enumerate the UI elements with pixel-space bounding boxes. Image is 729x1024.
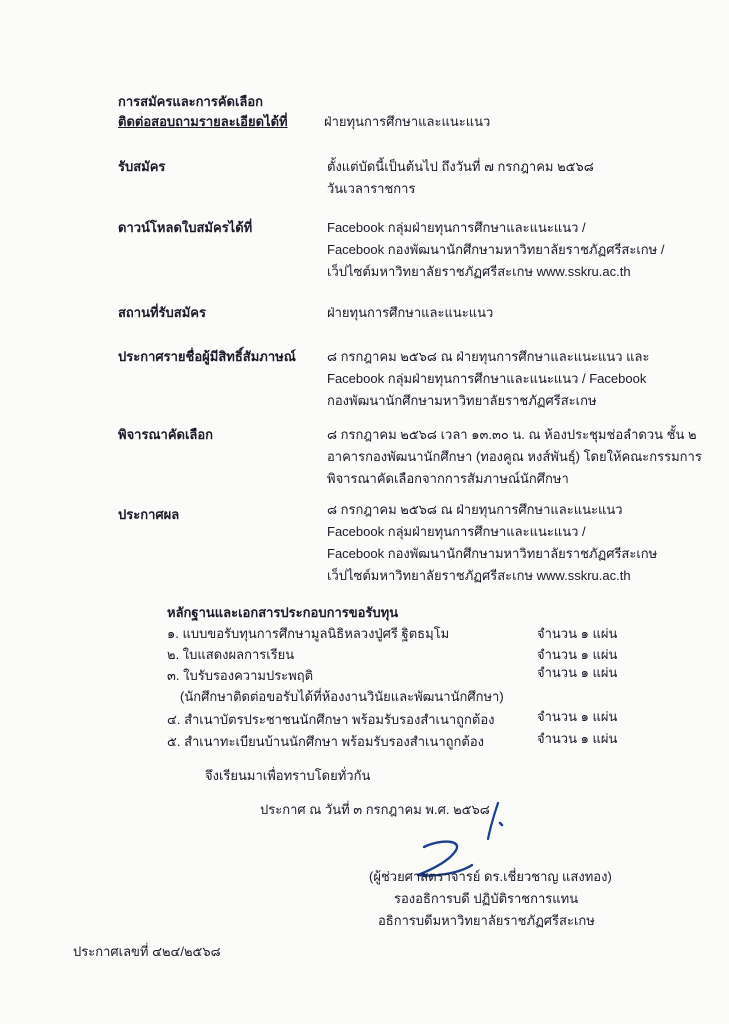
value-location (327, 302, 493, 324)
value-selection (327, 424, 702, 490)
text-line: เว็ปไซต์มหาวิทยาลัยราชภัฏศรีสะเกษ www.sskru.ac.th (327, 568, 631, 583)
label-selection: พิจารณาคัดเลือก (118, 427, 214, 442)
text-line: อาคารกองพัฒนานักศึกษา (ทองคูณ หงส์พันธุ์) โดยให้คณะกรรมการ (327, 449, 702, 464)
contact-value: ฝ่ายทุนการศึกษาและแนะแนว (324, 114, 491, 129)
text-line: ๘ กรกฎาคม ๒๕๖๘ ณ ฝ่ายทุนการศึกษาและแนะแนว และ (327, 349, 650, 364)
document-item: ๓. ใบรับรองความประพฤติ (167, 668, 314, 683)
signatory-position: อธิการบดีมหาวิทยาลัยราชภัฏศรีสะเกษ (378, 913, 595, 928)
contact-label: ติดต่อสอบถามรายละเอียดได้ที่ (118, 114, 288, 129)
document-item: ๔. สำเนาบัตรประชาชนนักศึกษา พร้อมรับรองสำเนาถูกต้อง (167, 712, 495, 727)
document-item: ๕. สำเนาทะเบียนบ้านนักศึกษา พร้อมรับรองสำเนาถูกต้อง (167, 734, 484, 749)
document-item: ๑. แบบขอรับทุนการศึกษามูลนิธิหลวงปู่ศรี ฐิตธมฺโม (167, 626, 450, 641)
text-line: Facebook กลุ่มฝ่ายทุนการศึกษาและแนะแนว / Facebook (327, 371, 647, 386)
document-qty: จำนวน ๑ แผ่น (537, 731, 618, 746)
label-application-period: รับสมัคร (118, 159, 166, 174)
label-location: สถานที่รับสมัคร (118, 305, 206, 320)
section-title: การสมัครและการคัดเลือก (118, 94, 264, 109)
signatory-position: รองอธิการบดี ปฏิบัติราชการแทน (394, 891, 579, 906)
text-line: Facebook กองพัฒนานักศึกษามหาวิทยาลัยราชภัฏศรีสะเกษ (327, 546, 658, 561)
text-line: Facebook กลุ่มฝ่ายทุนการศึกษาและแนะแนว / (327, 220, 586, 235)
document-qty: จำนวน ๑ แผ่น (537, 647, 618, 662)
label-interview-list: ประกาศรายชื่อผู้มีสิทธิ์สัมภาษณ์ (118, 349, 296, 364)
announcement-number: ประกาศเลขที่ ๔๒๔/๒๕๖๘ (73, 944, 221, 959)
document-qty: จำนวน ๑ แผ่น (537, 665, 618, 680)
text-line: ๘ กรกฎาคม ๒๕๖๘ เวลา ๑๓.๓๐ น. ณ ห้องประชุมช่อลำดวน ชั้น ๒ (327, 427, 697, 442)
announce-date: ประกาศ ณ วันที่ ๓ กรกฎาคม พ.ศ. ๒๕๖๘ (260, 802, 490, 817)
document-item: ๒. ใบแสดงผลการเรียน (167, 647, 295, 662)
text-line: Facebook กลุ่มฝ่ายทุนการศึกษาและแนะแนว / (327, 524, 586, 539)
document-qty: จำนวน ๑ แผ่น (537, 709, 618, 724)
signatory-name: (ผู้ช่วยศาสตราจารย์ ดร.เชี่ยวชาญ แสงทอง) (369, 869, 612, 884)
text-line: ฝ่ายทุนการศึกษาและแนะแนว (327, 305, 494, 320)
text-line: เว็ปไซต์มหาวิทยาลัยราชภัฏศรีสะเกษ www.sskru.ac.th (327, 264, 631, 279)
value-application-period (327, 156, 594, 200)
text-line: พิจารณาคัดเลือกจากการสัมภาษณ์นักศึกษา (327, 471, 569, 486)
text-line: ๘ กรกฎาคม ๒๕๖๘ ณ ฝ่ายทุนการศึกษาและแนะแนว (327, 502, 623, 517)
label-results: ประกาศผล (118, 507, 180, 522)
text-line: กองพัฒนานักศึกษามหาวิทยาลัยราชภัฏศรีสะเกษ (327, 393, 597, 408)
document-qty: จำนวน ๑ แผ่น (537, 626, 618, 641)
text-line: Facebook กองพัฒนานักศึกษามหาวิทยาลัยราชภัฏศรีสะเกษ / (327, 242, 665, 257)
value-download (327, 217, 664, 283)
document-item-note: (นักศึกษาติดต่อขอรับได้ที่ห้องงานวินัยและพัฒนานักศึกษา) (180, 689, 504, 704)
value-interview-list (327, 346, 649, 412)
text-line: ตั้งแต่บัดนี้เป็นต้นไป ถึงวันที่ ๗ กรกฎาคม ๒๕๖๘ (327, 159, 594, 174)
value-results (327, 499, 657, 587)
documents-title: หลักฐานและเอกสารประกอบการขอรับทุน (167, 605, 399, 620)
text-line: วันเวลาราชการ (327, 181, 416, 196)
label-download: ดาวน์โหลดใบสมัครได้ที่ (118, 220, 253, 235)
closing-text: จึงเรียนมาเพื่อทราบโดยทั่วกัน (205, 768, 371, 783)
